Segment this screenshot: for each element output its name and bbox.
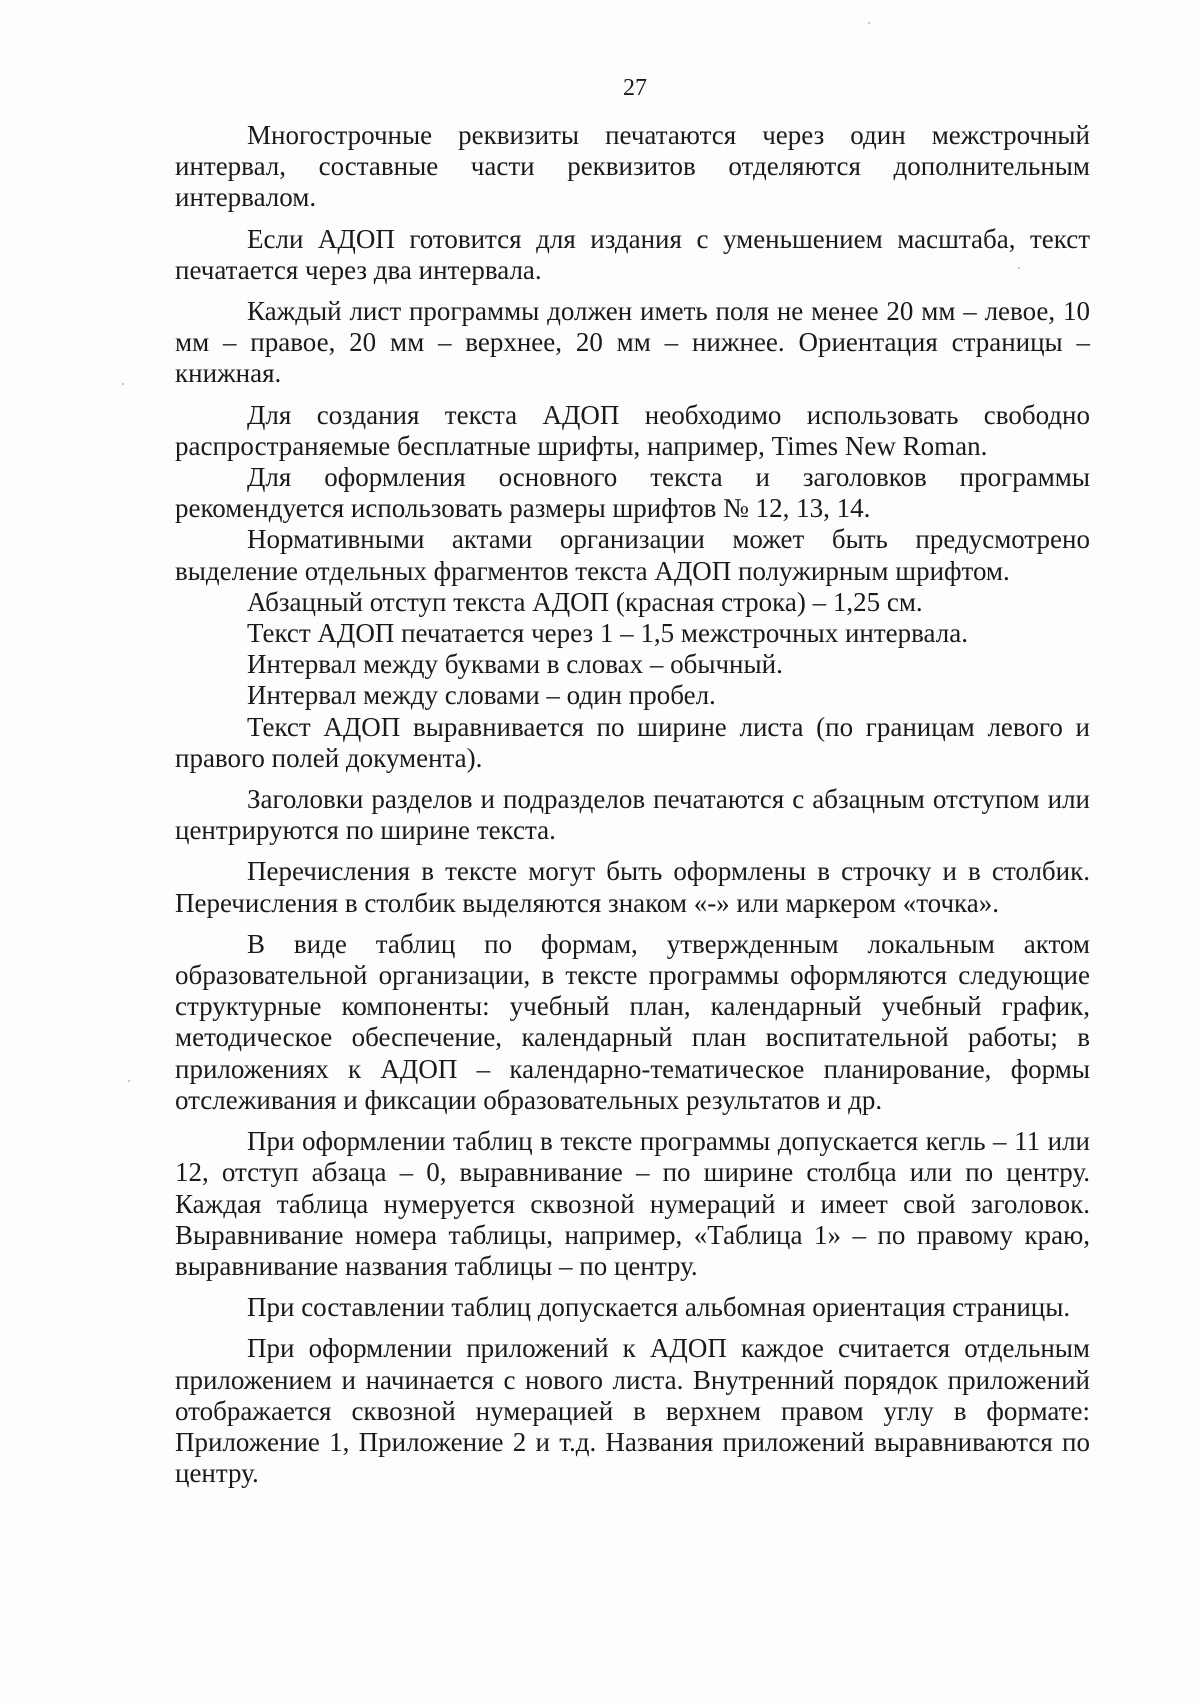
paragraph-word-spacing: Интервал между словами – один пробел. <box>247 680 716 711</box>
paragraph-scaled-edition: Если АДОП готовится для издания с уменьшением масштаба, текст печатается через два интервала. <box>175 223 1090 285</box>
paragraph-font-sizes: Для оформления основного текста и заголовков программы рекомендуется использовать размеры шрифтов № 12, 13, 14. <box>175 462 1090 524</box>
page-number: 27 <box>623 75 647 101</box>
paragraph-appendices: При оформлении приложений к АДОП каждое считается отдельным приложением и начинается с нового листа. Внутренний порядок приложений отображается сквозной нумерацией в верхнем правом углу в формате: Приложение 1, Приложение 2 и т.д. Названия приложений выравниваются по центру. <box>175 1333 1090 1489</box>
paragraph-indent: Абзацный отступ текста АДОП (красная строка) – 1,25 см. <box>247 586 923 617</box>
paragraph-tables-list: В виде таблиц по формам, утвержденным локальным актом образовательной организации, в тексте программы оформляются следующие структурные компоненты: учебный план, календарный учебный график, методическое обеспечение, календарный план воспитательной работы; в приложениях к АДОП – календарно-тематическое планирование, формы отслеживания и фиксации образовательных результатов и др. <box>175 928 1090 1115</box>
paragraph-margins: Каждый лист программы должен иметь поля не менее 20 мм – левое, 10 мм – правое, 20 мм – верхнее, 20 мм – нижнее. Ориентация страницы – книжная. <box>175 296 1090 389</box>
paragraph-free-fonts: Для создания текста АДОП необходимо использовать свободно распространяемые бесплатные шрифты, например, Times New Roman. <box>175 399 1090 461</box>
scan-speck <box>1018 267 1020 269</box>
paragraph-line-spacing: Текст АДОП печатается через 1 – 1,5 межстрочных интервала. <box>247 618 968 649</box>
paragraph-justification: Текст АДОП выравнивается по ширине листа (по границам левого и правого полей документа). <box>175 711 1090 773</box>
paragraph-table-formatting: При оформлении таблиц в тексте программы допускается кегль – 11 или 12, отступ абзаца – 0, выравнивание – по ширине столбца или по центру. Каждая таблица нумеруется сквозной нумераций и имеет свой заголовок. Выравнивание номера таблицы, например, «Таблица 1» – по правому краю, выравнивание названия таблицы – по центру. <box>175 1126 1090 1281</box>
paragraph-enumerations: Перечисления в тексте могут быть оформлены в строчку и в столбик. Перечисления в столбик выделяются знаком «-» или маркером «точка». <box>175 856 1090 918</box>
paragraph-letter-spacing: Интервал между буквами в словах – обычный. <box>247 649 783 680</box>
paragraph-headings: Заголовки разделов и подразделов печатаются с абзацным отступом или центрируются по ширине текста. <box>175 784 1090 846</box>
scan-speck <box>868 22 870 24</box>
body-text <box>175 120 1090 1489</box>
scan-speck <box>128 1080 130 1082</box>
paragraph-multiline-requisites: Многострочные реквизиты печатаются через один межстрочный интервал, составные части реквизитов отделяются дополнительным интервалом. <box>175 120 1090 213</box>
scan-speck <box>122 383 124 385</box>
paragraph-landscape: При составлении таблиц допускается альбомная ориентация страницы. <box>247 1292 1071 1323</box>
paragraph-bold-fragments: Нормативными актами организации может быть предусмотрено выделение отдельных фрагментов текста АДОП полужирным шрифтом. <box>175 524 1090 586</box>
